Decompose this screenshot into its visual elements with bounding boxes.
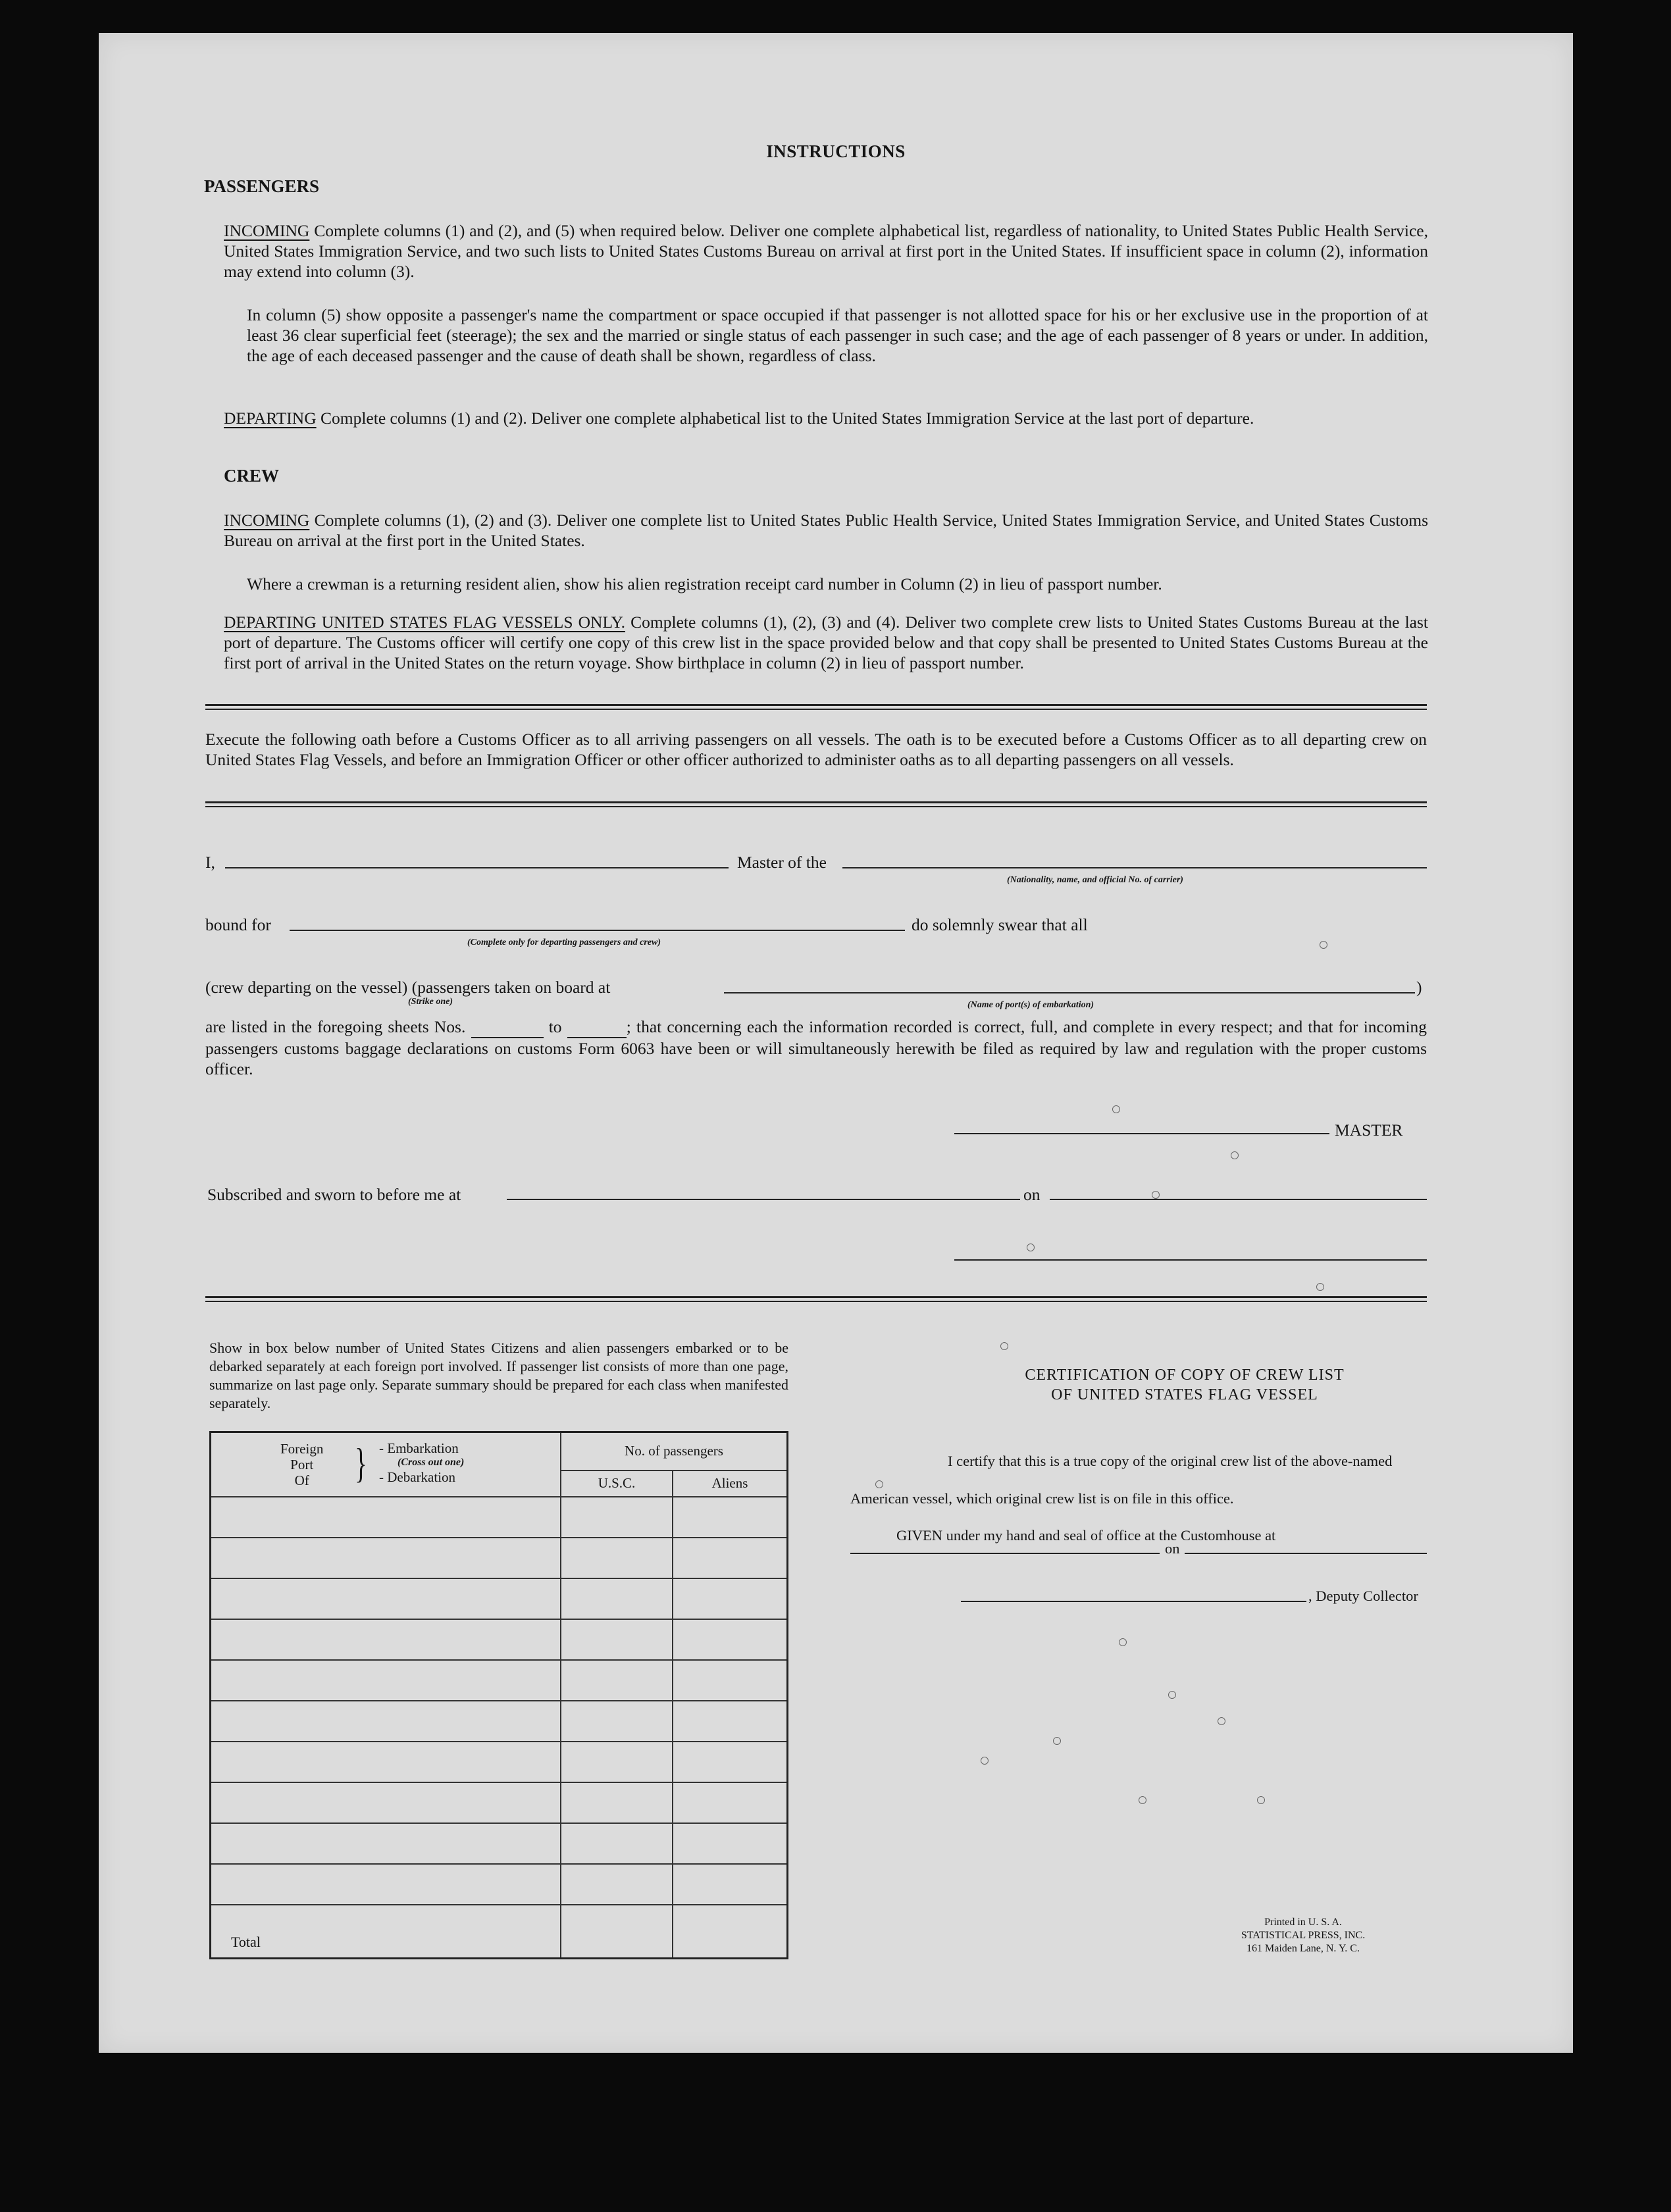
aliens-cell[interactable] <box>673 1660 788 1701</box>
usc-cell[interactable] <box>561 1660 673 1701</box>
bound-for-caption: (Complete only for departing passengers and crew) <box>467 938 661 947</box>
port-caption: (Name of port(s) of embarkation) <box>967 1000 1094 1010</box>
imprint-line3: 161 Maiden Lane, N. Y. C. <box>1247 1943 1360 1954</box>
vessel-field[interactable] <box>842 867 1427 868</box>
usc-header: U.S.C. <box>561 1470 673 1497</box>
strike-one-caption: (Strike one) <box>408 997 453 1007</box>
speck <box>1139 1796 1146 1804</box>
incoming-label: INCOMING <box>224 221 310 240</box>
passengers-heading: PASSENGERS <box>204 176 320 196</box>
port-field[interactable] <box>724 992 1415 993</box>
speck <box>1218 1717 1225 1725</box>
do-solemnly-swear-text: do solemnly swear that all <box>912 915 1088 934</box>
crewman-alien-paragraph: Where a crewman is a returning resident alien, show his alien registration receipt card number in Column (2) in lieu of passport number. <box>247 574 1162 593</box>
speck <box>1000 1342 1008 1350</box>
port-header-cell <box>211 1432 561 1497</box>
instructions-heading: INSTRUCTIONS <box>766 141 906 161</box>
speck <box>1231 1151 1239 1159</box>
port-cell[interactable] <box>211 1742 561 1782</box>
aliens-header: Aliens <box>673 1470 788 1497</box>
imprint-line1: Printed in U. S. A. <box>1264 1917 1342 1928</box>
listed-text-to: to <box>548 1017 562 1036</box>
port-cell[interactable] <box>211 1782 561 1823</box>
officer-signature-field[interactable] <box>954 1259 1427 1261</box>
speck <box>1027 1244 1035 1251</box>
usc-cell[interactable] <box>561 1864 673 1905</box>
speck <box>1152 1191 1160 1199</box>
brace-icon: } <box>355 1440 367 1486</box>
port-label: Port <box>290 1457 314 1472</box>
speck <box>1119 1638 1127 1646</box>
embarkation-label: - Embarkation <box>379 1440 459 1456</box>
usc-cell[interactable] <box>561 1782 673 1823</box>
port-cell[interactable] <box>211 1864 561 1905</box>
aliens-cell[interactable] <box>673 1619 788 1660</box>
subscribed-label: Subscribed and sworn to before me at <box>207 1185 461 1204</box>
subscribed-place-field[interactable] <box>507 1199 1020 1200</box>
passenger-count-table <box>209 1431 788 1959</box>
port-cell[interactable] <box>211 1578 561 1619</box>
aliens-cell[interactable] <box>673 1864 788 1905</box>
passengers-departing-paragraph <box>224 408 1428 428</box>
speck <box>1257 1796 1265 1804</box>
crew-incoming-paragraph <box>224 510 1428 551</box>
speck <box>1112 1105 1120 1113</box>
total-label: Total <box>211 1905 561 1959</box>
port-cell[interactable] <box>211 1619 561 1660</box>
port-cell[interactable] <box>211 1823 561 1864</box>
passengers-incoming-text: Complete columns (1) and (2), and (5) when required below. Deliver one complete alphabetical list, regardless of nationality, to United States Public Health Service, United States Immigration Service, and two such lists to United States Customs Bureau on arrival at first port in the United States. If insufficient space in column (2), information may extend into column (3). <box>224 221 1429 281</box>
on-label: on <box>1023 1185 1041 1204</box>
usc-cell[interactable] <box>561 1701 673 1742</box>
bound-for-field[interactable] <box>290 930 905 931</box>
sheet-from-field[interactable] <box>471 1017 544 1038</box>
crew-passengers-text: (crew departing on the vessel) (passengers taken on board at <box>205 978 611 997</box>
cert-on-label: on <box>1165 1540 1180 1557</box>
no-of-passengers-header: No. of passengers <box>561 1432 788 1470</box>
cross-out-label: (Cross out one) <box>398 1457 465 1468</box>
certification-heading <box>941 1365 1428 1405</box>
port-cell[interactable] <box>211 1497 561 1538</box>
crew-incoming-label: INCOMING <box>224 511 310 530</box>
port-cell[interactable] <box>211 1660 561 1701</box>
usc-cell[interactable] <box>561 1823 673 1864</box>
passengers-incoming-paragraph <box>224 220 1428 282</box>
subscribed-date-field[interactable] <box>1050 1199 1427 1200</box>
debarkation-label: - Debarkation <box>379 1469 456 1485</box>
divider <box>205 1296 1427 1302</box>
crew-departing-label: DEPARTING UNITED STATES FLAG VESSELS ONLY. <box>224 613 626 632</box>
aliens-cell[interactable] <box>673 1782 788 1823</box>
usc-cell[interactable] <box>561 1538 673 1578</box>
master-signature-field[interactable] <box>954 1133 1329 1134</box>
column-5-paragraph: In column (5) show opposite a passenger's name the compartment or space occupied if that passenger is not allotted space for his or her exclusive use in the proportion of at least 36 clear superficial feet (steerage); the sex and the married or single status of each passenger in such case; and the age of each passenger of 8 years or under. In addition, the age of each deceased passenger and the cause of death shall be shown, regardless of class. <box>247 305 1428 365</box>
aliens-cell[interactable] <box>673 1823 788 1864</box>
vessel-caption: (Nationality, name, and official No. of carrier) <box>1007 875 1183 885</box>
speck <box>1320 941 1327 949</box>
certify-text-1: I certify that this is a true copy of the original crew list of the above-named <box>948 1453 1393 1469</box>
master-label: MASTER <box>1335 1120 1403 1140</box>
foreign-label: Foreign <box>280 1441 324 1457</box>
departing-label: DEPARTING <box>224 409 317 428</box>
usc-cell[interactable] <box>561 1497 673 1538</box>
speck <box>1316 1283 1324 1291</box>
certification-heading-line2: OF UNITED STATES FLAG VESSEL <box>1051 1386 1318 1403</box>
deputy-collector-signature-field[interactable] <box>961 1601 1306 1602</box>
port-cell[interactable] <box>211 1538 561 1578</box>
aliens-cell[interactable] <box>673 1497 788 1538</box>
deputy-collector-label: , Deputy Collector <box>1308 1588 1418 1604</box>
speck <box>875 1480 883 1488</box>
speck <box>1053 1737 1061 1745</box>
printer-imprint <box>1218 1916 1389 1955</box>
divider <box>205 801 1427 807</box>
usc-cell[interactable] <box>561 1619 673 1660</box>
certify-text-2: American vessel, which original crew list is on file in this office. <box>850 1490 1234 1507</box>
usc-cell[interactable] <box>561 1742 673 1782</box>
total-usc-cell[interactable] <box>561 1905 673 1959</box>
sheet-to-field[interactable] <box>567 1017 627 1038</box>
given-under-text: GIVEN under my hand and seal of office at the Customhouse at <box>896 1527 1276 1544</box>
form-page <box>99 33 1573 2053</box>
close-paren: ) <box>1416 978 1422 997</box>
crew-departing-paragraph <box>224 612 1428 673</box>
imprint-line2: STATISTICAL PRESS, INC. <box>1241 1930 1366 1941</box>
master-name-field[interactable] <box>225 867 729 868</box>
speck <box>1168 1691 1176 1699</box>
listed-text-b: ; that concerning each the information recorded is correct, full, and complete in every respect; and that for incoming passengers customs baggage declarations on customs Form 6063 have been or will simultaneously herewith be filed as required by law and regulation with the proper customs officer. <box>205 1017 1427 1078</box>
cert-date-field[interactable] <box>1185 1553 1427 1554</box>
oath-i-label: I, <box>205 853 215 872</box>
customhouse-field[interactable] <box>850 1553 1160 1554</box>
port-cell[interactable] <box>211 1701 561 1742</box>
speck <box>981 1757 989 1765</box>
listed-text-a: are listed in the foregoing sheets Nos. <box>205 1017 466 1036</box>
box-instructions: Show in box below number of United States Citizens and alien passengers embarked or to be debarked separately at each foreign port involved. If passenger list consists of more than one page, summarize on last page only. Separate summary should be prepared for each class when manifested separately. <box>209 1340 788 1411</box>
listed-sheets-paragraph <box>205 1017 1427 1079</box>
aliens-cell[interactable] <box>673 1538 788 1578</box>
of-label: Of <box>294 1472 309 1488</box>
certification-heading-line1: CERTIFICATION OF COPY OF CREW LIST <box>1025 1367 1345 1384</box>
divider <box>205 704 1427 710</box>
passengers-departing-text: Complete columns (1) and (2). Deliver one complete alphabetical list to the United States Immigration Service at the last port of departure. <box>321 409 1254 428</box>
crew-heading: CREW <box>224 466 280 486</box>
aliens-cell[interactable] <box>673 1742 788 1782</box>
crew-incoming-text: Complete columns (1), (2) and (3). Deliver one complete list to United States Public Health Service, United States Immigration Service, and United States Customs Bureau on arrival at the first port in the United States. <box>224 511 1429 550</box>
bound-for-label: bound for <box>205 915 271 934</box>
total-aliens-cell[interactable] <box>673 1905 788 1959</box>
aliens-cell[interactable] <box>673 1701 788 1742</box>
master-of-the-label: Master of the <box>737 853 827 872</box>
aliens-cell[interactable] <box>673 1578 788 1619</box>
crew-departing-text: Complete columns (1), (2), (3) and (4). Deliver two complete crew lists to United States Customs Bureau at the last port of departure. The Customs officer will certify one copy of this crew list in the space provided below and that copy shall be presented to United States Customs Bureau at the first port of arrival in the United States on the return voyage. Show birthplace in column (2) in lieu of passport number. <box>224 613 1429 672</box>
usc-cell[interactable] <box>561 1578 673 1619</box>
oath-intro-paragraph: Execute the following oath before a Customs Officer as to all arriving passengers on all vessels. The oath is to be executed before a Customs Officer as to all departing crew on United States Flag Vessels, and before an Immigration Officer or other officer authorized to administer oaths as to all departing passengers on all vessels. <box>205 730 1427 769</box>
